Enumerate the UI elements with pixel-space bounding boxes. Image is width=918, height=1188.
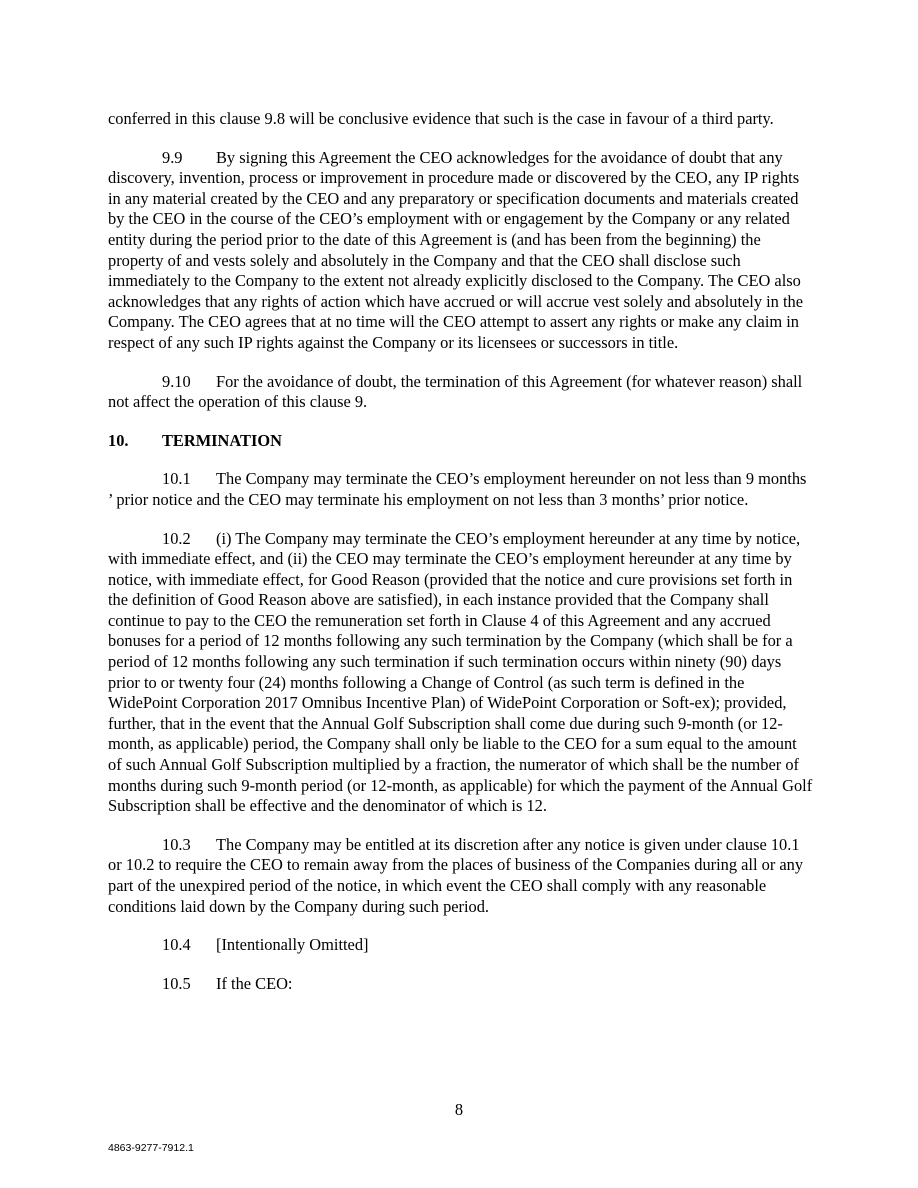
clause-text: The Company may terminate the CEO’s employment hereunder on not less than 9 months ’ prior notice and the CEO may terminate his employment on not less than 3 months’ prior notice. bbox=[108, 469, 807, 509]
clause-10-5 bbox=[108, 974, 814, 995]
clause-number: 9.10 bbox=[162, 371, 191, 391]
clause-text: (i) The Company may terminate the CEO’s employment hereunder at any time by notice, with immediate effect, and (ii) the CEO may terminate the CEO’s employment hereunder at any time by notice, with immediate effect, for Good Reason (provided that the notice and cure provisions set forth in the definition of Good Reason above are satisfied), in each instance provided that the Company shall continue to pay to the CEO the remuneration set forth in Clause 4 of this Agreement and any accrued bonuses for a period of 12 months following any such termination by the Company (which shall be for a period of 12 months following any such termination if such termination occurs within ninety (90) days prior to or twenty four (24) months following a Change of Control (as such term is defined in the WidePoint Corporation 2017 Omnibus Incentive Plan) of WidePoint Corporation or Soft-ex); provided, further, that in the event that the Annual Golf Subscription shall come due during such 9-month (or 12-month, as applicable) period, the Company shall only be liable to the CEO for a sum equal to the amount of such Annual Golf Subscription multiplied by a fraction, the numerator of which shall be the number of months during such 9-month period (or 12-month, as applicable) for which the payment of the Annual Golf Subscription shall be effective and the denominator of which is 12. bbox=[108, 528, 813, 816]
clause-10-1 bbox=[108, 469, 814, 510]
document-id: 4863-9277-7912.1 bbox=[108, 1142, 194, 1154]
clause-text: If the CEO: bbox=[216, 973, 293, 993]
clause-number: 10.5 bbox=[162, 973, 191, 993]
section-number: 10. bbox=[108, 430, 129, 450]
clause-text: The Company may be entitled at its discretion after any notice is given under clause 10.1 or 10.2 to require the CEO to remain away from the places of business of the Companies during all or any part of the unexpired period of the notice, in which event the CEO shall comply with any reasonable conditions laid down by the Company during such period. bbox=[108, 834, 804, 916]
clause-number: 10.1 bbox=[162, 469, 191, 489]
clause-9-9 bbox=[108, 148, 814, 354]
clause-10-3 bbox=[108, 835, 814, 917]
section-title: TERMINATION bbox=[162, 430, 282, 450]
continued-paragraph: conferred in this clause 9.8 will be conclusive evidence that such is the case in favour of a third party. bbox=[108, 109, 774, 128]
section-heading-termination bbox=[108, 431, 814, 452]
clause-10-4 bbox=[108, 935, 814, 956]
clause-text: By signing this Agreement the CEO acknowledges for the avoidance of doubt that any discovery, invention, process or improvement in procedure made or discovered by the CEO, any IP rights in any material created by the CEO and any preparatory or specification documents and materials created by the CEO in the course of the CEO’s employment with or engagement by the Company or any related entity during the period prior to the date of this Agreement is (and has been from the beginning) the property of and vests solely and absolutely in the Company and that the CEO shall disclose such immediately to the Company to the extent not already explicitly disclosed to the Company. The CEO also acknowledges that any rights of action which have accrued or will accrue vest solely and absolutely in the Company. The CEO agrees that at no time will the CEO attempt to assert any rights or make any claim in respect of any such IP rights against the Company or its licensees or successors in title. bbox=[108, 147, 804, 352]
clause-9-10 bbox=[108, 372, 814, 413]
clause-10-2 bbox=[108, 529, 814, 817]
document-body bbox=[108, 109, 814, 994]
clause-number: 10.2 bbox=[162, 528, 191, 548]
clause-number: 9.9 bbox=[162, 147, 183, 167]
clause-text: [Intentionally Omitted] bbox=[216, 935, 369, 955]
clause-number: 10.4 bbox=[162, 935, 191, 955]
clause-number: 10.3 bbox=[162, 834, 191, 854]
clause-text: For the avoidance of doubt, the termination of this Agreement (for whatever reason) shall not affect the operation of this clause 9. bbox=[108, 371, 803, 412]
page-number: 8 bbox=[454, 1100, 464, 1119]
